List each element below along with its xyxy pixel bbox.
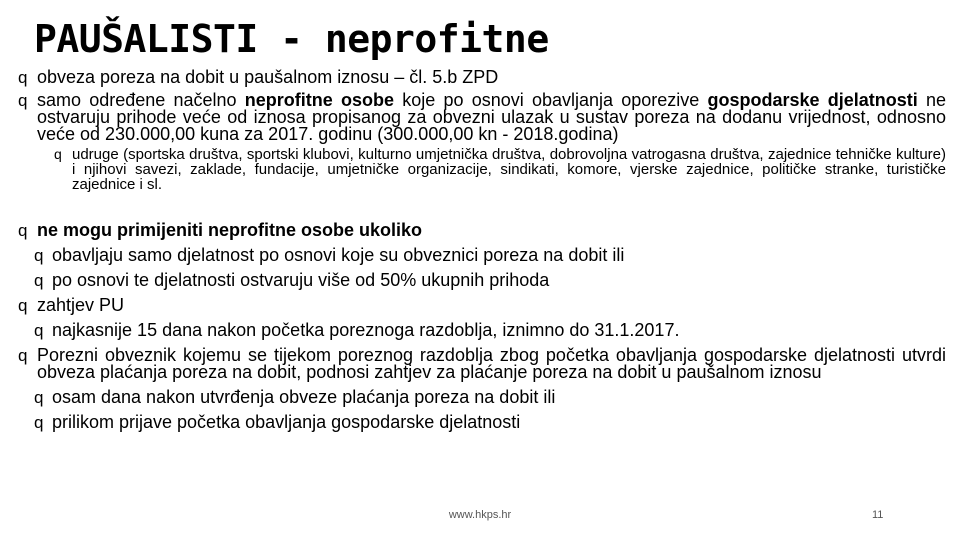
bullet-marker: q [34,388,44,407]
bullet-exclusions [18,222,946,239]
subbullet-deadline [34,322,946,339]
bullet-marker: q [34,246,44,265]
bullet-marker: q [18,91,28,110]
subbullet-exclusion-2 [34,272,946,289]
bullet-marker: q [18,68,28,87]
bullet-text: udruge (sportska društva, sportski klubovi, kulturno umjetnička društva, dobrovoljna vatrogasna društva, zajednice tehničke kulture) i njihovi savezi, zaklade, fundacije, umjetničke organizacije, sindikati, komore, vjerske zajednice, političke stranke, turističke zajednice i sl. [72,146,946,193]
bullet-text: po osnovi te djelatnosti ostvaruju više od 50% ukupnih prihoda [52,270,550,290]
bullet-text-mid: koje po osnovi obavljanja oporezive [394,90,708,110]
slide-title: PAUŠALISTI - neprofitne [34,17,549,61]
bullet-text: osam dana nakon utvrđenja obveze plaćanja poreza na dobit ili [52,387,556,407]
subbullet-organizations [54,147,946,192]
subbullet-eight-days [34,389,946,406]
bullet-marker: q [54,146,62,162]
bullet-pausal-obligation [18,69,946,86]
bullet-text-pre: samo određene načelno [37,90,245,110]
subbullet-exclusion-1 [34,247,946,264]
bullet-text: zahtjev PU [37,295,125,315]
bullet-marker: q [34,413,44,432]
bullet-text: prilikom prijave početka obavljanja gospodarske djelatnosti [52,412,521,432]
bullet-marker: q [34,321,44,340]
bullet-marker: q [18,346,28,365]
slide-body [18,69,946,431]
bold-exclusion-heading: ne mogu primijeniti neprofitne osobe ukoliko [37,220,423,240]
bullet-marker: q [18,221,28,240]
bullet-marker: q [34,271,44,290]
page-number: 11 [872,509,884,521]
bold-nonprofit: neprofitne osobe [244,90,395,110]
bullet-text: obavljaju samo djelatnost po osnovi koje su obveznici poreza na dobit ili [52,245,625,265]
bullet-nonprofit-entities [18,92,946,143]
bullet-marker: q [18,296,28,315]
bullet-request [18,297,946,314]
bullet-text: obveza poreza na dobit u paušalnom iznosu – čl. 5.b ZPD [37,67,499,87]
bullet-text-post: ne ostvaruju prihode veće od iznosa propisanog za obvezni ulazak u sustav poreza na dodanu vrijednost, odnosno veće od 230.000,00 kuna za 2017. godinu (300.000,00 kn - 2018.godina) [37,90,947,144]
bullet-text: najkasnije 15 dana nakon početka poreznoga razdoblja, iznimno do 31.1.2017. [52,320,680,340]
bullet-text: Porezni obveznik kojemu se tijekom poreznog razdoblja zbog početka obavljanja gospodarske djelatnosti utvrdi obveza plaćanja poreza na dobit, podnosi zahtjev za plaćanje poreza na dobit u paušalnom iznosu [37,345,946,382]
footer-url: www.hkps.hr [448,509,512,521]
bold-economic-activity: gospodarske djelatnosti [707,90,918,110]
bullet-taxpayer-request [18,347,946,381]
subbullet-registration [34,414,946,431]
